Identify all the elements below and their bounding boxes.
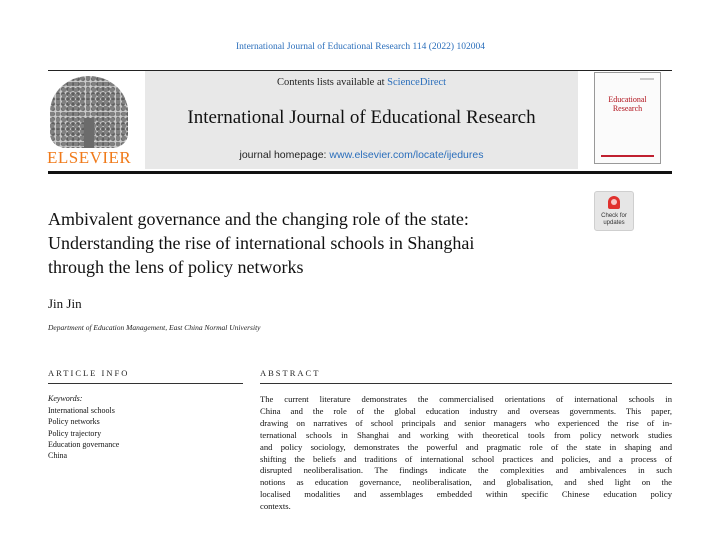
header-rule-bottom <box>48 171 672 174</box>
abstract-line: China and the role of the global education industry and overseas governments. This paper, <box>260 405 672 416</box>
keyword-item: Policy trajectory <box>48 428 102 438</box>
publisher-name: ELSEVIER <box>47 148 132 167</box>
article-info-rule <box>48 383 243 384</box>
journal-title: International Journal of Educational Research <box>187 107 536 128</box>
article-title <box>48 207 578 279</box>
homepage-line <box>145 149 578 161</box>
abstract-rule <box>260 383 672 384</box>
cover-title-line: Educational <box>608 95 647 104</box>
cover-mark <box>640 78 654 80</box>
keyword-item: Education governance <box>48 439 120 449</box>
keywords-list <box>48 405 119 461</box>
abstract-line: contexts. <box>260 501 291 512</box>
abstract-line: disrupted neoliberalisation. The findings indicate the complexities and ambivalences in such <box>260 465 672 476</box>
keyword-item: China <box>48 451 68 461</box>
title-line: through the lens of policy networks <box>48 257 304 277</box>
article-info-heading: ARTICLE INFO <box>48 368 130 378</box>
contents-prefix: Contents lists available at <box>276 77 388 88</box>
homepage-prefix: journal homepage: <box>239 149 330 161</box>
abstract-line: The current literature demonstrates the commercialised orientations of international schools in <box>260 394 672 404</box>
check-updates-line: updates <box>603 219 625 226</box>
keyword-item: Policy networks <box>48 417 100 427</box>
bookmark-icon <box>608 196 620 209</box>
check-updates-line: Check for <box>601 213 627 219</box>
abstract-line: drawing on narratives of school principals and senior managers who experienced the rise of in- <box>260 417 672 428</box>
journal-header-band <box>145 71 578 169</box>
elsevier-tree-trunk <box>84 118 94 148</box>
title-line: Understanding the rise of international schools in Shanghai <box>48 233 475 253</box>
abstract-heading: ABSTRACT <box>260 368 321 378</box>
abstract-line: and policy sociology, demonstrates the powerful and pragmatic role of the state in shaping and <box>260 441 672 452</box>
journal-homepage-link[interactable]: www.elsevier.com/locate/ijedures <box>329 149 484 161</box>
check-for-updates-button[interactable] <box>594 191 634 231</box>
abstract-line: ternational schools in Shanghai and working with theoretical tools from policy network studies <box>260 429 672 440</box>
cover-title <box>597 95 658 113</box>
keywords-label: Keywords: <box>48 394 83 403</box>
keyword-item: International schools <box>48 406 115 415</box>
cover-title-line: Research <box>612 104 643 113</box>
title-line: Ambivalent governance and the changing role of the state: <box>48 209 469 229</box>
sciencedirect-link[interactable]: ScienceDirect <box>387 77 447 88</box>
abstract-line: notions as education governance, neoliberalisation, and globalisation, and shed light on the <box>260 477 672 488</box>
abstract-body <box>260 394 672 513</box>
abstract-line: localised modalities and assemblages embedded within specific Chinese education policy <box>260 489 672 500</box>
author-affiliation: Department of Education Management, East China Normal University <box>48 323 261 332</box>
author-name: Jin Jin <box>48 296 82 311</box>
journal-citation: International Journal of Educational Research 114 (2022) 102004 <box>236 42 485 52</box>
cover-bar <box>601 155 654 157</box>
check-updates-label <box>595 213 633 226</box>
abstract-line: shifting the beliefs and traditions of international school practices and policies, and a process of <box>260 453 672 464</box>
journal-cover-thumbnail[interactable] <box>594 72 661 164</box>
contents-line <box>145 77 578 88</box>
